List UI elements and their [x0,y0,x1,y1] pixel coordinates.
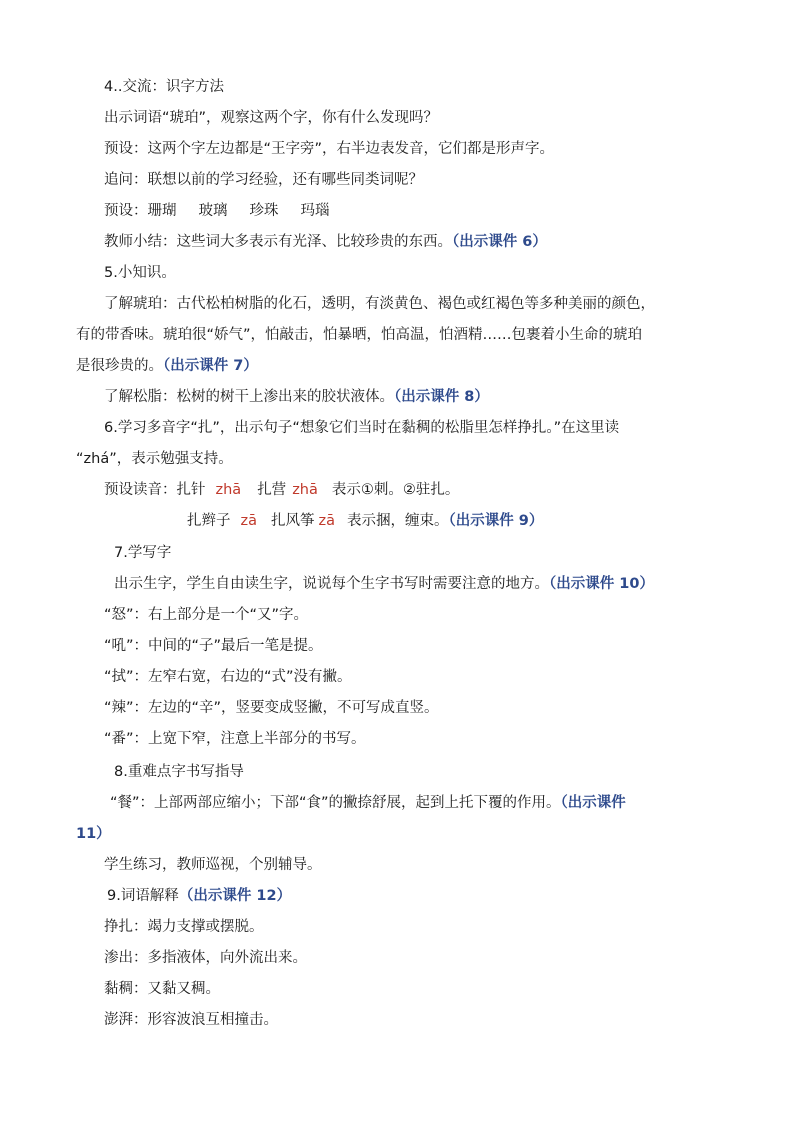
courseware-reference: （出示课件 7） [163,358,258,374]
word: 扎辫子 [187,513,231,529]
character-note: “番”：上宽下窄，注意上半部分的书写。 [104,731,366,747]
section-8-heading: 8.重难点字书写指导 [114,764,244,780]
paragraph-text: “餐”：上部两部应缩小；下部“食”的撇捺舒展，起到上托下覆的作用。 [110,795,561,811]
meaning: 表示①刺。②驻扎。 [331,482,460,498]
paragraph-text: 是很珍贵的。 [76,358,163,374]
section-6-heading: 6.学习多音字“扎”，出示句子“想象它们当时在黏稠的松脂里怎样挣扎。”在这里读 [104,420,620,436]
definition: 挣扎：竭力支撑或摆脱。 [104,919,264,935]
paragraph: 学生练习，教师巡视，个别辅导。 [104,857,322,873]
examples-line [104,201,330,221]
paragraph: “zhá”，表示勉强支持。 [76,451,233,467]
example-word: 玛瑙 [300,203,330,219]
paragraph-text: 了解松脂：松树的树干上渗出来的胶状液体。 [104,389,394,405]
definition: 渗出：多指液体，向外流出来。 [104,950,307,966]
pronunciation-prefix: 预设读音：扎针 [104,482,206,498]
example-word: 玻璃 [198,203,228,219]
heading-text: 9.词语解释 [107,888,179,904]
character-note: “拭”：左窄右宽，右边的“式”没有撇。 [104,669,352,685]
section-5-heading: 5.小知识。 [104,265,176,281]
character-note: “吼”：中间的“子”最后一笔是提。 [104,638,323,654]
paragraph [76,824,111,844]
summary-text: 教师小结：这些词大多表示有光泽、比较珍贵的东西。 [104,234,452,250]
courseware-reference: （出示课件 8） [394,389,489,405]
courseware-reference: （出示课件 12） [178,888,292,904]
definition: 澎湃：形容波浪互相撞击。 [104,1012,278,1028]
summary-line [104,232,547,252]
section-7-heading: 7.学写字 [114,545,172,561]
pronunciation-line [187,511,543,531]
pinyin: zhā [292,482,318,498]
courseware-reference: （出示课件 [560,795,626,811]
pinyin: zā [240,513,257,529]
examples-prefix: 预设： [104,203,148,219]
example-word: 珊瑚 [147,203,177,219]
word: 扎营 [257,482,287,498]
paragraph [114,574,654,594]
paragraph [110,793,626,813]
paragraph: 预设：这两个字左边都是“王字旁”，右半边表发音，它们都是形声字。 [104,141,555,157]
courseware-reference: （出示课件 10） [549,576,654,592]
paragraph: 了解琥珀：古代松柏树脂的化石，透明，有淡黄色、褐色或红褐色等多种美丽的颜色， [104,296,655,312]
definition: 黏稠：又黏又稠。 [104,981,220,997]
paragraph [76,356,258,376]
pronunciation-line [104,480,459,500]
meaning: 表示捆，缠束。 [347,513,449,529]
courseware-reference: （出示课件 6） [452,234,547,250]
character-note: “怒”：右上部分是一个“又”字。 [104,607,309,623]
pinyin: zhā [215,482,242,498]
paragraph [104,387,489,407]
paragraph: 追问：联想以前的学习经验，还有哪些同类词呢？ [104,172,423,188]
pinyin: zā [318,513,335,529]
paragraph: 有的带香味。琥珀很“娇气”，怕敲击，怕暴晒，怕高温，怕酒精……包裹着小生命的琥珀 [76,327,643,343]
paragraph-text: 出示生字，学生自由读生字，说说每个生字书写时需要注意的地方。 [114,576,549,592]
character-note: “辣”：左边的“辛”，竖要变成竖撇，不可写成直竖。 [104,700,439,716]
courseware-reference: 11） [76,826,111,842]
word: 扎风筝 [271,513,315,529]
example-word: 珍珠 [249,203,279,219]
courseware-reference: （出示课件 9） [448,513,544,529]
section-9-heading [107,886,291,906]
paragraph: 出示词语“琥珀”，观察这两个字，你有什么发现吗？ [104,110,439,126]
section-4-heading: 4..交流：识字方法 [104,79,224,95]
